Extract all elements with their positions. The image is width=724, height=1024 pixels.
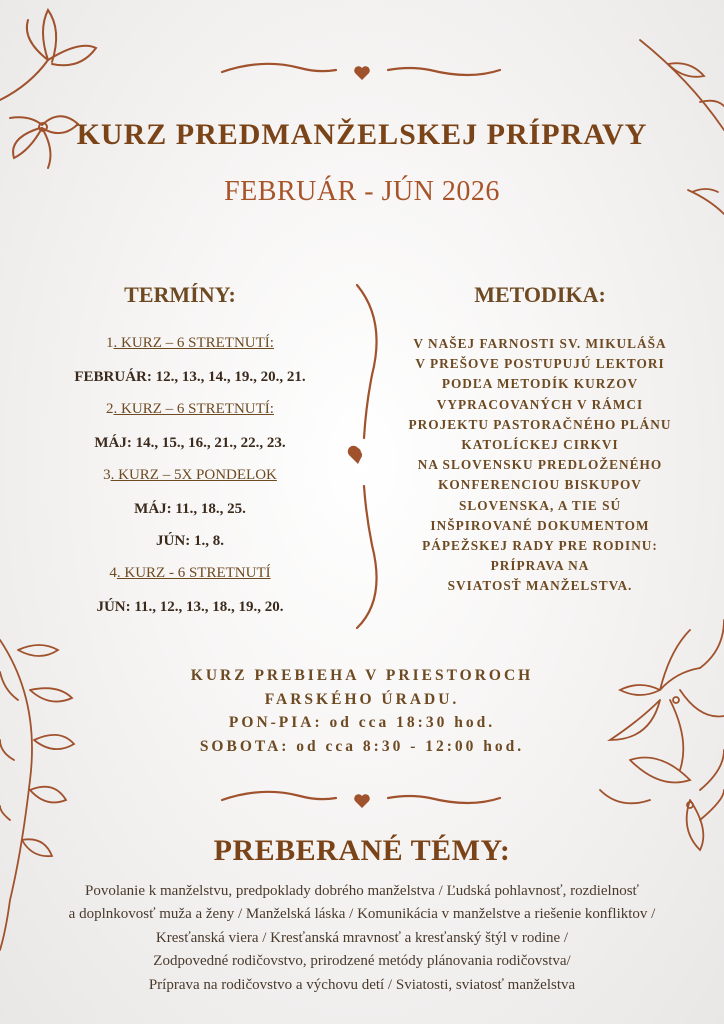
topics-line: a doplnkovosť muža a ženy / Manželská láska / Komunikácia v manželstve a riešenie konfliktov / — [68, 906, 656, 923]
terms-heading: TERMÍNY: — [124, 282, 236, 307]
page-title: KURZ PREDMANŽELSKEJ PRÍPRAVY — [76, 118, 648, 151]
course-3-title: . KURZ – 5X PONDELOK — [110, 467, 277, 483]
course-3-dates-may: MÁJ: 11., 18., 25. — [134, 501, 246, 517]
bottom-divider-left — [222, 792, 336, 800]
methodology-line: KONFERENCIOU BISKUPOV — [438, 477, 642, 493]
course-1-label — [20, 330, 360, 364]
course-3-dates-june: JÚN: 1., 8. — [156, 533, 224, 549]
methodology-line: PODĽA METODÍK KURZOV — [441, 376, 639, 392]
methodology-line: PRÍPRAVA NA — [490, 558, 590, 574]
methodology-heading: METODIKA: — [474, 282, 606, 307]
course-1-title: . KURZ – 6 STRETNUTÍ: — [113, 335, 274, 351]
methodology-line: KATOLÍCKEJ CIRKVI — [461, 437, 619, 453]
course-4-dates: JÚN: 11., 12., 13., 18., 19., 20. — [96, 599, 284, 615]
venue-hours-saturday: SOBOTA: od cca 8:30 - 12:00 hod. — [199, 737, 525, 755]
topics-line: Povolanie k manželstvu, predpoklady dobrého manželstva / Ľudská pohlavnosť, rozdielnosť — [85, 883, 639, 899]
top-heart-icon — [354, 66, 370, 80]
terms-list — [20, 330, 360, 626]
bottom-heart-icon — [354, 794, 370, 808]
course-1-dates: FEBRUÁR: 12., 13., 14., 19., 20., 21. — [74, 369, 306, 385]
course-2-dates: MÁJ: 14., 15., 16., 21., 22., 23. — [94, 435, 286, 451]
methodology-line: VYPRACOVANÝCH V RÁMCI — [436, 396, 644, 412]
venue-line-2: FARSKÉHO ÚRADU. — [264, 690, 460, 708]
topics-line: Zodpovedné rodičovstvo, prirodzené metódy plánovania rodičovstva/ — [153, 953, 571, 970]
methodology-line: PÁPEŽSKEJ RADY PRE RODINU: — [422, 538, 658, 554]
course-4-number: 4 — [109, 565, 117, 581]
top-divider-right — [388, 68, 500, 75]
page-subtitle: FEBRUÁR - JÚN 2026 — [224, 176, 500, 207]
course-3-label — [20, 462, 360, 496]
methodology-line: PROJEKTU PASTORAČNÉHO PLÁNU — [408, 416, 672, 432]
methodology-line: INŠPIROVANÉ DOKUMENTOM — [430, 517, 650, 533]
methodology-text — [380, 334, 700, 597]
venue-line-1: KURZ PREBIEHA V PRIESTOROCH — [190, 667, 534, 684]
methodology-line: V PREŠOVE POSTUPUJÚ LEKTORI — [415, 356, 665, 372]
methodology-line: SLOVENSKA, A TIE SÚ — [458, 497, 622, 513]
methodology-line: SVIATOSŤ MANŽELSTVA. — [447, 578, 633, 594]
course-2-number: 2 — [106, 401, 114, 417]
topics-text — [20, 880, 704, 997]
methodology-line: NA SLOVENSKU PREDLOŽENÉHO — [417, 457, 663, 473]
venue-info — [0, 664, 724, 758]
course-3-number: 3 — [103, 467, 111, 483]
course-4-label — [20, 560, 360, 594]
bottom-divider-right — [388, 796, 500, 803]
course-1-number: 1 — [106, 335, 114, 351]
course-2-label — [20, 396, 360, 430]
course-4-title: . KURZ - 6 STRETNUTÍ — [116, 565, 271, 581]
topics-heading: PREBERANÉ TÉMY: — [213, 834, 511, 867]
methodology-line: V NAŠEJ FARNOSTI SV. MIKULÁŠA — [413, 336, 667, 351]
top-divider-left — [222, 64, 336, 72]
course-2-title: . KURZ – 6 STRETNUTÍ: — [113, 401, 274, 417]
topics-line: Príprava na rodičovstvo a výchovu detí / Sviatosti, sviatosť manželstva — [148, 976, 576, 993]
topics-line: Kresťanská viera / Kresťanská mravnosť a kresťanský štýl v rodine / — [155, 929, 569, 946]
venue-hours-weekday: PON-PIA: od cca 18:30 hod. — [228, 714, 496, 731]
